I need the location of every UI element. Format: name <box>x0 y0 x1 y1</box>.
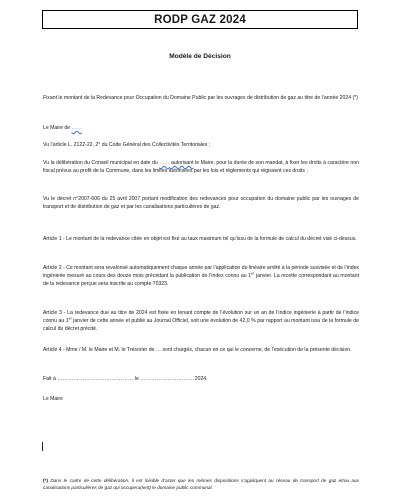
fait-suffix: 2024. <box>194 376 208 382</box>
footnote <box>43 477 359 491</box>
article-2-sup: er <box>251 271 255 276</box>
article-3-part2: janvier de cette année et publié au Journal Officiel, soit une évolution de 42,0 % par rapport au montant issu de la formule de calcul du décret précité. <box>43 317 359 332</box>
article-1: Article 1 - Le montant de la redevance citée en objet est fixé au taux maximum tel qu’issu de la formule de calcul du décret visé ci-dessus. <box>43 236 357 242</box>
deliberation-date-placeholder[interactable]: …… <box>159 160 170 166</box>
fait-middle: le <box>133 376 141 382</box>
article-3 <box>43 310 359 333</box>
vu-2-part3: le Maire, pour la durée de son mandat, à fixer les droits à caractère non fiscal prévus au profit de la Commune, dans les limites autorisées par les lois et règlements qui régissent ces droits ; <box>43 160 359 174</box>
maire-line <box>43 125 359 133</box>
intro-paragraph: Fixant le montant de la Redevance pour Occupation du Domaine Public par les ouvrages de distribution de gaz au titre de l’année 2024 (*) <box>43 95 358 101</box>
vu-decret-paragraph: Vu le décret n°2007-606 du 25 avril 2007 portant modification des redevances pour occupation du domaine public par les ouvrages de transport et de distribution de gaz et par les canalisations particulières de gaz. <box>43 196 359 210</box>
article-2 <box>43 265 359 288</box>
article-3-part1: Article 3 - La redevance due au titre de 2024 est fixée en tenant compte de l’évolution sur un an de l’indice ingénierie à partir de l’indice connu au 1 <box>43 310 359 324</box>
footnote-text: Dans le cadre de cette délibération, il est loisible d’acter que les mêmes dispositions s’appliquent au réseau de transport de gaz et/ou aux canalisations particulières de gaz qui occupera(ient) le domaine public communal. <box>43 478 359 490</box>
vu-2-part1: Vu la délibération du Conseil municipal en date du <box>43 160 160 166</box>
article-3-sup: er <box>68 316 72 321</box>
vu-deliberation-paragraph <box>43 160 359 176</box>
text-cursor <box>42 442 43 451</box>
document-title: RODP GAZ 2024 <box>42 10 358 29</box>
vu-2-part2: autorisant <box>169 160 194 166</box>
fait-prefix: Fait à <box>43 376 58 382</box>
article-4: Article 4 - Mme / M. le Maire et M. le Trésorier de … sont chargés, chacun en ce qui le concerne, de l’exécution de la présente décision. <box>43 347 352 353</box>
footnote-mark: (*) <box>43 478 48 483</box>
article-2-part2: janvier. La recette correspondant au montant de la redevance perçue sera inscrite au compte 70323. <box>43 272 359 287</box>
vu-article-paragraph: Vu l’article L. 2122-22, 2° du Code Général des Collectivités Territoriales ; <box>43 142 211 148</box>
maire-prefix: Le Maire de <box>43 125 72 131</box>
commune-placeholder[interactable]: …… <box>71 125 82 131</box>
fait-date-field[interactable]: ………………………… <box>140 376 195 382</box>
article-2-part1: Article 2 - Ce montant sera revalorisé automatiquement chaque année par l’application du linéaire arrêté à la période susvisée et de l’index ingénierie mesuré au cours des douze mois précédant la publication de l’index connu au 1 <box>43 265 359 279</box>
signature-label: Le Maire <box>43 396 64 402</box>
document-subtitle: Modèle de Décision <box>169 53 231 60</box>
fait-line <box>43 376 359 384</box>
fait-place-field[interactable]: …………………………………… <box>57 376 134 382</box>
